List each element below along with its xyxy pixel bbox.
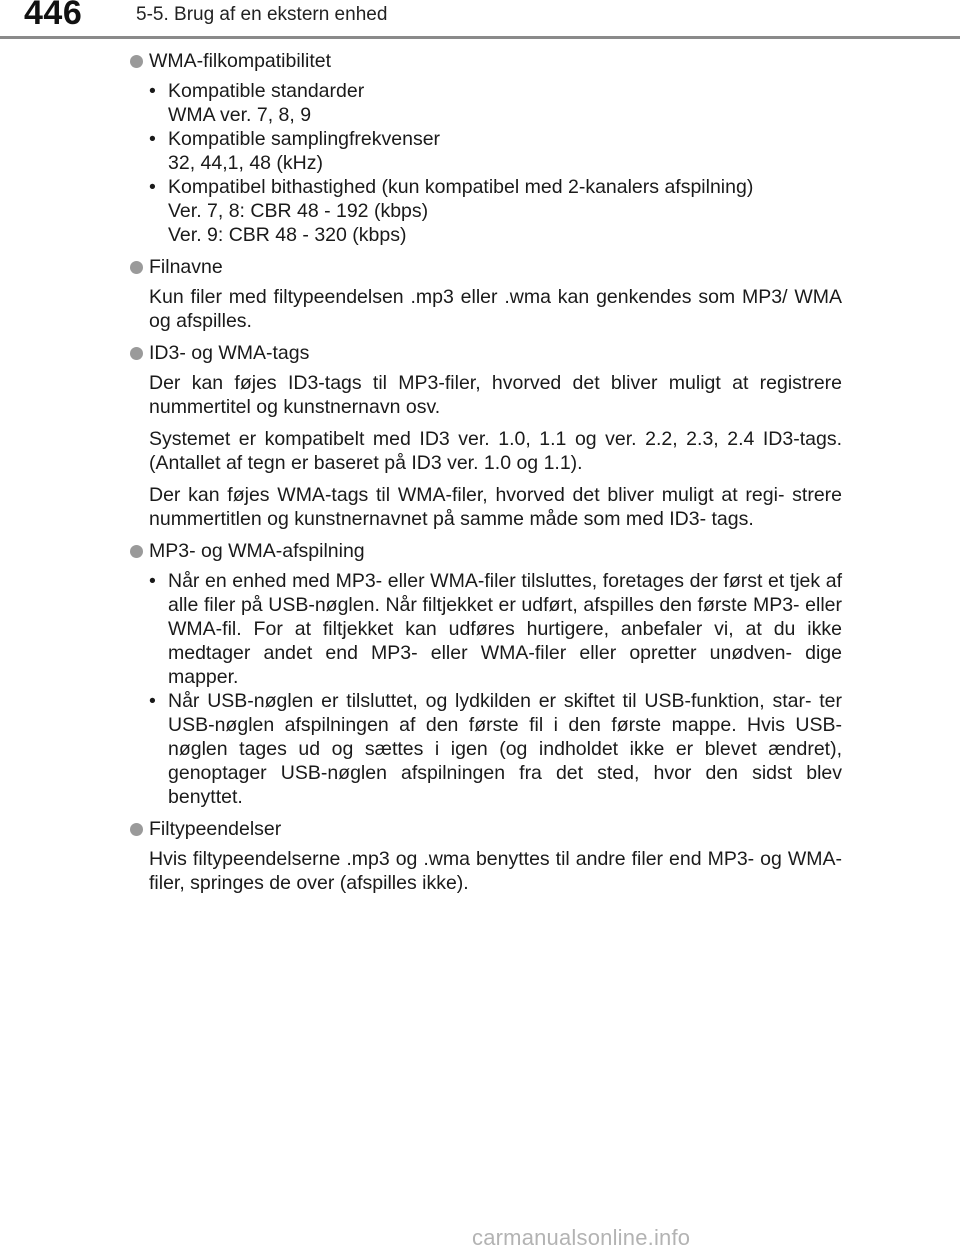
list-item — [149, 127, 842, 175]
section-heading — [130, 255, 842, 279]
section-heading — [130, 817, 842, 841]
section-playback — [130, 539, 842, 809]
heading-text: WMA-filkompatibilitet — [149, 50, 332, 72]
page-number: 446 — [24, 0, 83, 32]
paragraph: Systemet er kompatibelt med ID3 ver. 1.0, 1.1 og ver. 2.2, 2.3, 2.4 ID3-tags. (Antallet af tegn er baseret på ID3 ver. 1.0 og 1.1). — [149, 428, 842, 474]
list-item — [149, 569, 842, 689]
bullet-list — [130, 79, 842, 247]
section-extensions — [130, 817, 842, 895]
bullet-marker: • — [149, 570, 156, 592]
item-value: WMA ver. 7, 8, 9 — [168, 104, 312, 126]
item-value: Ver. 7, 8: CBR 48 - 192 (kbps) — [168, 200, 429, 222]
list-item — [149, 79, 842, 127]
list-item — [149, 689, 842, 809]
heading-text: Filnavne — [149, 256, 223, 278]
item-value: 32, 44,1, 48 (kHz) — [168, 152, 323, 174]
header-divider — [0, 36, 960, 39]
item-label: Kompatibel bithastighed (kun kompatibel med 2-kanalers afspilning) — [168, 176, 754, 198]
item-value: Ver. 9: CBR 48 - 320 (kbps) — [168, 224, 407, 246]
bullet-dot-icon — [130, 55, 143, 68]
bullet-marker: • — [149, 128, 156, 150]
paragraph: Hvis filtypeendelserne .mp3 og .wma benyttes til andre filer end MP3- og WMA-filer, springes de over (afspilles ikke). — [149, 848, 842, 894]
section-filenames — [130, 255, 842, 333]
heading-text: Filtypeendelser — [149, 818, 282, 840]
bullet-marker: • — [149, 176, 156, 198]
bullet-dot-icon — [130, 823, 143, 836]
section-heading — [130, 49, 842, 73]
section-heading — [130, 341, 842, 365]
section-wma-compatibility — [130, 49, 842, 247]
heading-text: MP3- og WMA-afspilning — [149, 540, 365, 562]
item-text: Når en enhed med MP3- eller WMA-filer tilsluttes, foretages der først et tjek af alle filer på USB-nøglen. Når filtjekket er udført, afspilles den første MP3- eller WMA-fil. For at filtjekket kan udføres hurtigere, anbefaler vi, at du ikke medtager andet end MP3- eller WMA-filer eller opretter unødven- dige mapper. — [168, 570, 842, 688]
item-label: Kompatible standarder — [168, 80, 365, 102]
list-item — [149, 175, 842, 247]
section-title: 5-5. Brug af en ekstern enhed — [136, 4, 388, 25]
bullet-dot-icon — [130, 545, 143, 558]
watermark-link[interactable]: carmanualsonline.info — [472, 1225, 691, 1250]
bullet-marker: • — [149, 690, 156, 712]
bullet-list — [130, 569, 842, 809]
section-heading — [130, 539, 842, 563]
bullet-dot-icon — [130, 261, 143, 274]
page-content — [130, 49, 842, 903]
paragraph: Kun filer med filtypeendelsen .mp3 eller .wma kan genkendes som MP3/ WMA og afspilles. — [149, 286, 842, 332]
heading-text: ID3- og WMA-tags — [149, 342, 310, 364]
paragraph: Der kan føjes WMA-tags til WMA-filer, hvorved det bliver muligt at regi- strere nummertitlen og kunstnernavnet på samme måde som med ID3- tags. — [149, 484, 842, 530]
page-header — [0, 0, 960, 40]
bullet-dot-icon — [130, 347, 143, 360]
item-label: Kompatible samplingfrekvenser — [168, 128, 441, 150]
section-tags — [130, 341, 842, 531]
paragraph: Der kan føjes ID3-tags til MP3-filer, hvorved det bliver muligt at registrere nummertitel og kunstnernavn osv. — [149, 372, 842, 418]
item-text: Når USB-nøglen er tilsluttet, og lydkilden er skiftet til USB-funktion, star- ter USB-nøglen afspilningen af den første fil i den første mappe. Hvis USB-nøglen tages ud og sættes i igen (og indholdet ikke er blevet ændret), genoptager USB-nøglen afspilningen fra det sted, hvor den sidst blev benyttet. — [168, 690, 842, 808]
bullet-marker: • — [149, 80, 156, 102]
